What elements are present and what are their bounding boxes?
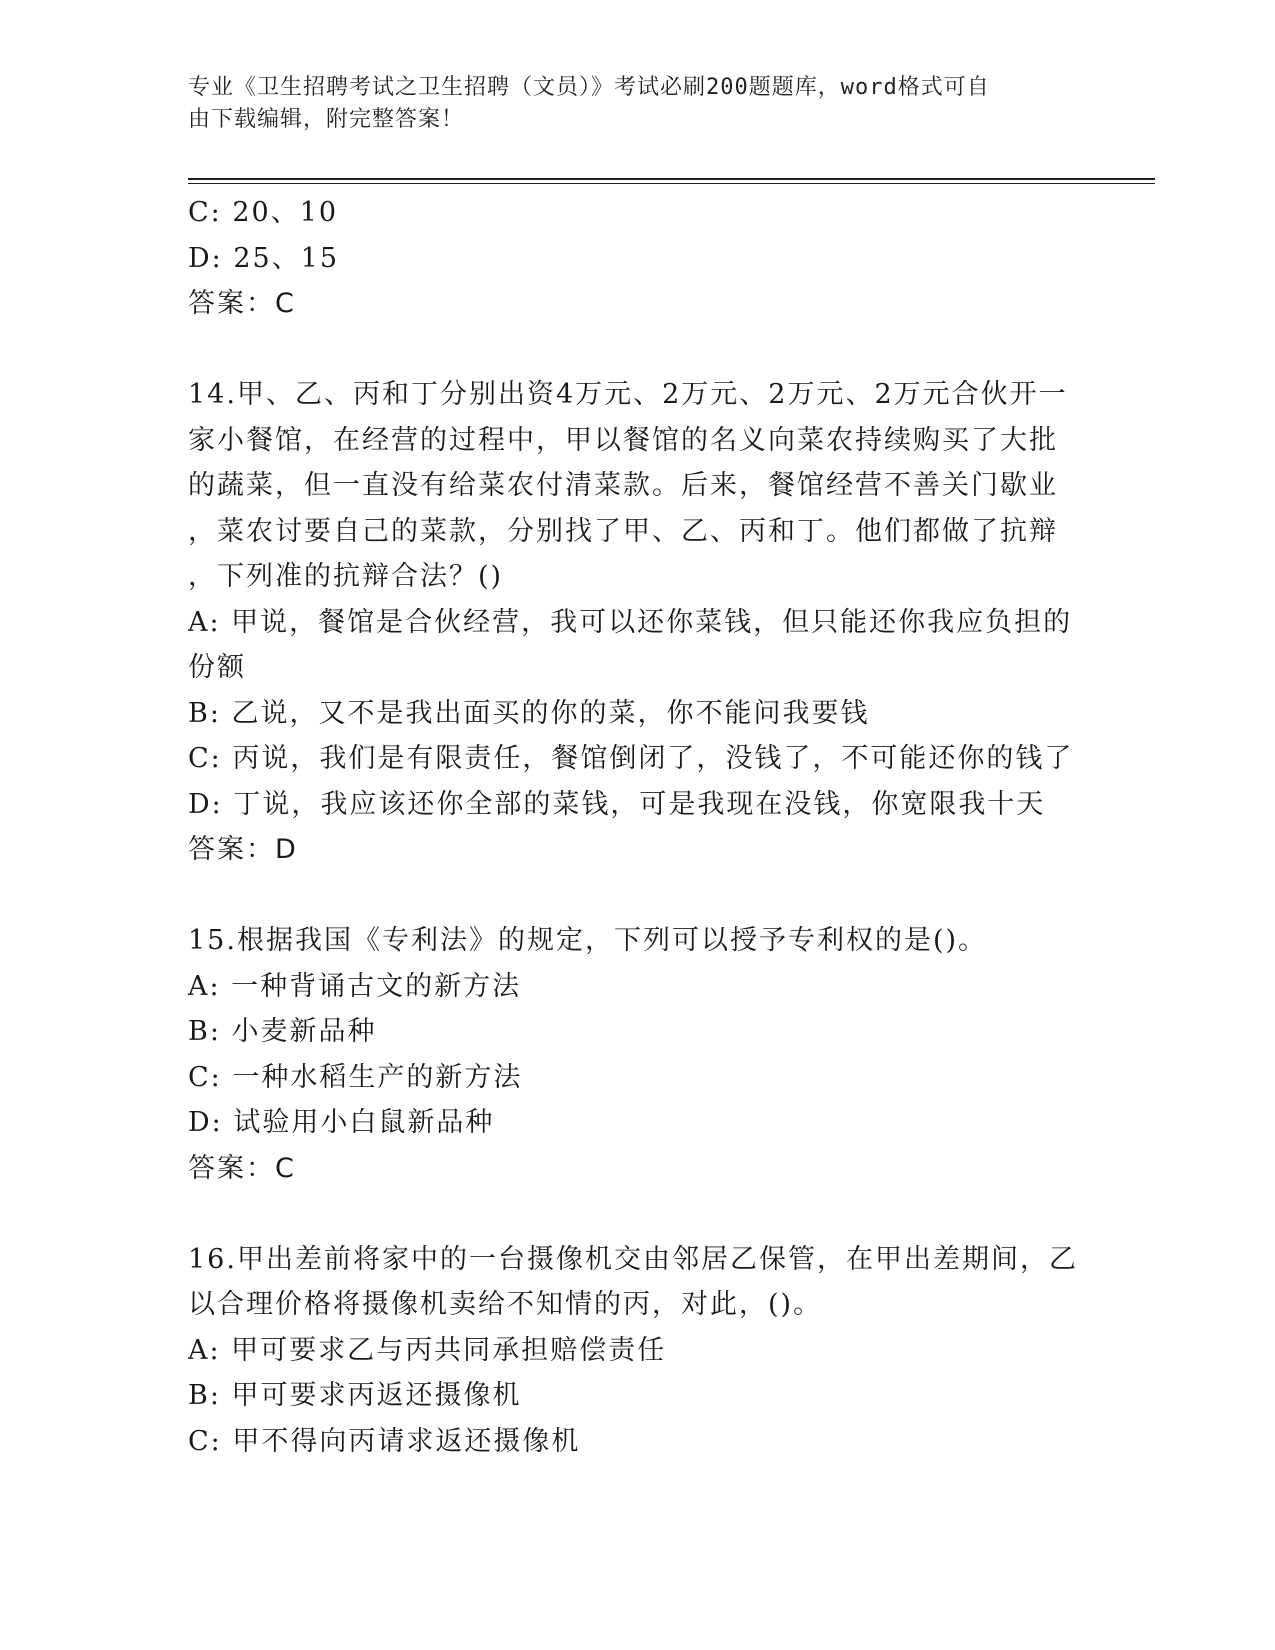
header-divider-thin (188, 183, 1155, 184)
q15-stem: 15.根据我国《专利法》的规定，下列可以授予专利权的是()。 (188, 925, 988, 956)
q15-option-a: A: 一种背诵古文的新方法 (188, 970, 522, 1002)
spacer (188, 327, 1088, 373)
q14-stem-line: ，下列准的抗辩合法？() (188, 561, 504, 592)
question-13 (188, 190, 1088, 327)
spacer (188, 873, 1088, 919)
q14-stem-line: ，菜农讨要自己的菜款，分别找了甲、乙、丙和丁。他们都做了抗辩 (188, 515, 1058, 547)
spacer (188, 1191, 1088, 1237)
q14-stem-line: 家小餐馆，在经营的过程中，甲以餐馆的名义向菜农持续购买了大批 (188, 424, 1058, 456)
q14-answer: 答案：D (188, 834, 298, 865)
q14-option-a-cont: 份额 (188, 652, 246, 683)
q15-option-b: B: 小麦新品种 (188, 1016, 377, 1047)
q16-option-c: C: 甲不得向丙请求返还摄像机 (188, 1425, 581, 1457)
q13-answer: 答案：C (188, 288, 296, 319)
q14-option-a: A: 甲说，餐馆是合伙经营，我可以还你菜钱，但只能还你我应负担的 (188, 606, 1073, 638)
q14-stem-line: 的蔬菜，但一直没有给菜农付清菜款。后来，餐馆经营不善关门歇业 (188, 470, 1058, 501)
q16-stem-line: 16.甲出差前将家中的一台摄像机交由邻居乙保管，在甲出差期间，乙 (188, 1243, 1078, 1275)
question-15 (188, 918, 1088, 1191)
q15-option-c: C: 一种水稻生产的新方法 (188, 1061, 523, 1093)
q13-option-d: D: 25、15 (188, 242, 340, 274)
q16-stem-line: 以合理价格将摄像机卖给不知情的丙，对此，()。 (188, 1289, 823, 1320)
q14-option-b: B: 乙说，又不是我出面买的你的菜，你不能问我要钱 (188, 697, 870, 729)
q14-option-c: C: 丙说，我们是有限责任，餐馆倒闭了，没钱了，不可能还你的钱了 (188, 743, 1074, 774)
q14-option-d: D: 丁说，我应该还你全部的菜钱，可是我现在没钱，你宽限我十天 (188, 788, 1046, 820)
question-14 (188, 372, 1088, 873)
header-line-1: 专业《卫生招聘考试之卫生招聘（文员）》考试必刷200题题库，word格式可自 (188, 75, 990, 100)
page-header (188, 72, 1088, 136)
q16-option-a: A: 甲可要求乙与丙共同承担赔偿责任 (188, 1334, 667, 1366)
header-line-2: 由下载编辑，附完整答案！ (188, 107, 465, 132)
header-divider-thick (188, 178, 1155, 180)
question-content (188, 190, 1088, 1464)
q16-option-b: B: 甲可要求丙返还摄像机 (188, 1380, 522, 1411)
q14-stem-line: 14.甲、乙、丙和丁分别出资4万元、2万元、2万元、2万元合伙开一 (188, 379, 1068, 410)
q13-option-c: C: 20、10 (188, 197, 339, 228)
q15-option-d: D: 试验用小白鼠新品种 (188, 1107, 495, 1138)
question-16 (188, 1237, 1088, 1465)
q15-answer: 答案：C (188, 1152, 296, 1184)
